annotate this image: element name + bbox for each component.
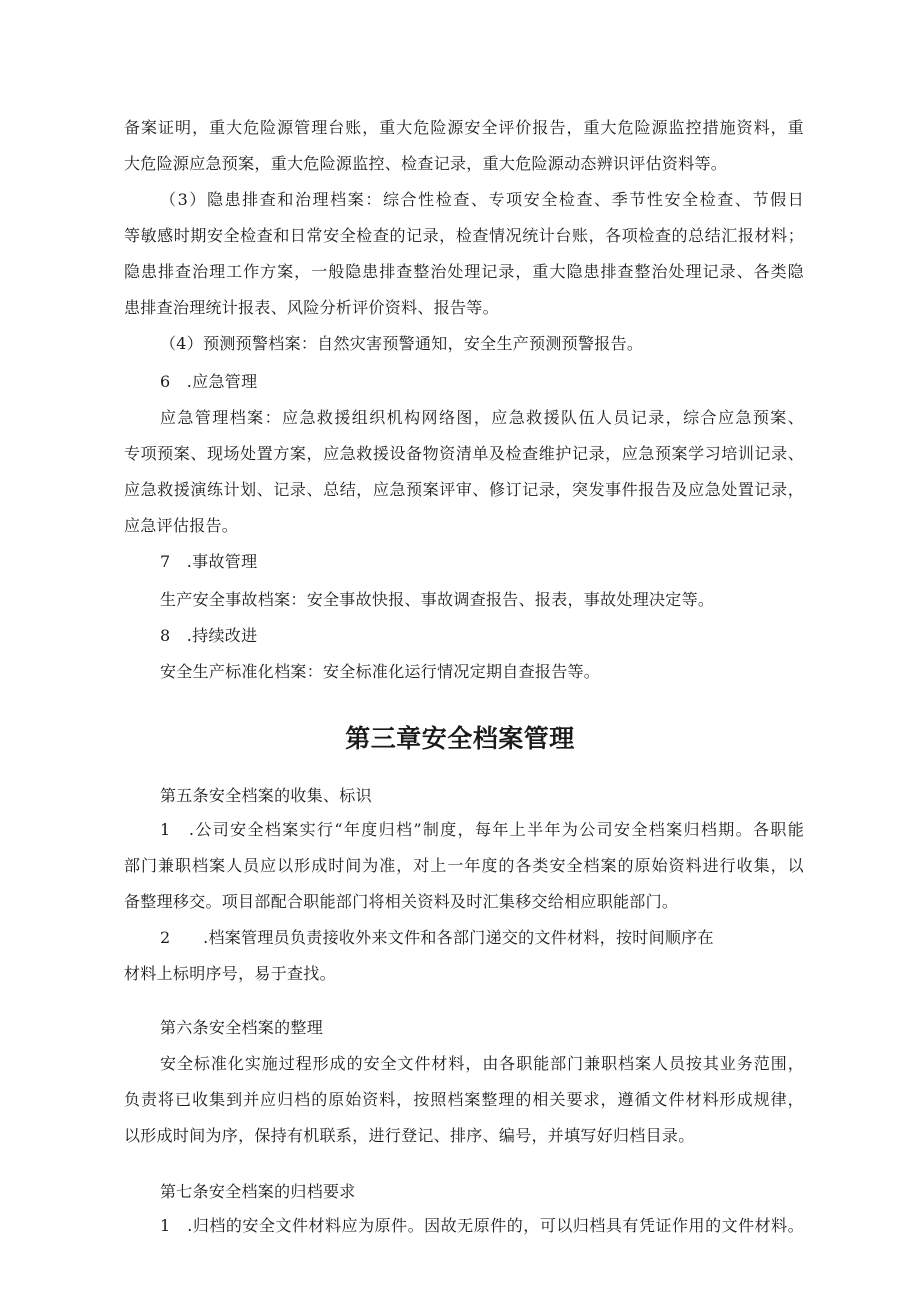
paragraph-line: 应急救援演练计划、记录、总结，应急预案评审、修订记录，突发事件报告及应急处置记录，: [124, 480, 804, 499]
paragraph-line: 2 .档案管理员负责接收外来文件和各部门递交的文件材料，按时间顺序在: [160, 928, 714, 947]
chapter-title: 第三章安全档案管理: [345, 724, 575, 753]
paragraph-line: 安全生产标准化档案：安全标准化运行情况定期自查报告等。: [160, 662, 601, 681]
paragraph-line: 1 .归档的安全文件材料应为原件。因故无原件的，可以归档具有凭证作用的文件材料。: [160, 1216, 804, 1235]
paragraph-line: 部门兼职档案人员应以形成时间为准，对上一年度的各类安全档案的原始资料进行收集，以: [124, 856, 804, 875]
paragraph-line: 专项预案、现场处置方案，应急救援设备物资清单及检查维护记录，应急预案学习培训记录、: [124, 444, 804, 463]
paragraph-line: （3）隐患排查和治理档案：综合性检查、专项安全检查、季节性安全检查、节假日: [160, 190, 804, 209]
paragraph-line: 以形成时间为序，保持有机联系，进行登记、排序、编号，并填写好归档目录。: [124, 1126, 695, 1145]
paragraph-line: 等敏感时期安全检查和日常安全检查的记录，检查情况统计台账，各项检查的总结汇报材料；: [124, 226, 804, 245]
paragraph-line: 患排查治理统计报表、风险分析评价资料、报告等。: [124, 298, 499, 317]
paragraph-line: 应急管理档案：应急救援组织机构网络图，应急救援队伍人员记录，综合应急预案、: [160, 408, 804, 427]
paragraph-line: 生产安全事故档案：安全事故快报、事故调查报告、报表，事故处理决定等。: [160, 590, 715, 609]
paragraph-line: 隐患排查治理工作方案，一般隐患排查整治处理记录，重大隐患排查整治处理记录、各类隐: [124, 262, 804, 281]
article-heading: 第六条安全档案的整理: [160, 1018, 324, 1037]
article-heading: 第七条安全档案的归档要求: [160, 1182, 356, 1201]
paragraph-line: 材料上标明序号，易于查找。: [124, 964, 336, 983]
paragraph-line: 应急评估报告。: [124, 516, 239, 535]
section-heading: 8 .持续改进: [160, 626, 258, 645]
paragraph-line: 安全标准化实施过程形成的安全文件材料，由各职能部门兼职档案人员按其业务范围，: [160, 1054, 804, 1073]
paragraph-line: 备案证明，重大危险源管理台账，重大危险源安全评价报告，重大危险源监控措施资料，重: [124, 118, 804, 137]
paragraph-line: 1 .公司安全档案实行“年度归档”制度，每年上半年为公司安全档案归档期。各职能: [160, 820, 804, 839]
paragraph-line: 负责将已收集到并应归档的原始资料，按照档案整理的相关要求，遵循文件材料形成规律，: [124, 1090, 804, 1109]
section-heading: 6 .应急管理: [160, 372, 258, 391]
paragraph-line: 备整理移交。项目部配合职能部门将相关资料及时汇集移交给相应职能部门。: [124, 892, 679, 911]
article-heading: 第五条安全档案的收集、标识: [160, 786, 372, 805]
section-heading: 7 .事故管理: [160, 552, 258, 571]
paragraph-line: （4）预测预警档案：自然灾害预警通知，安全生产预测预警报告。: [160, 334, 644, 353]
paragraph-line: 大危险源应急预案，重大危险源监控、检查记录，重大危险源动态辨识评估资料等。: [124, 154, 728, 173]
